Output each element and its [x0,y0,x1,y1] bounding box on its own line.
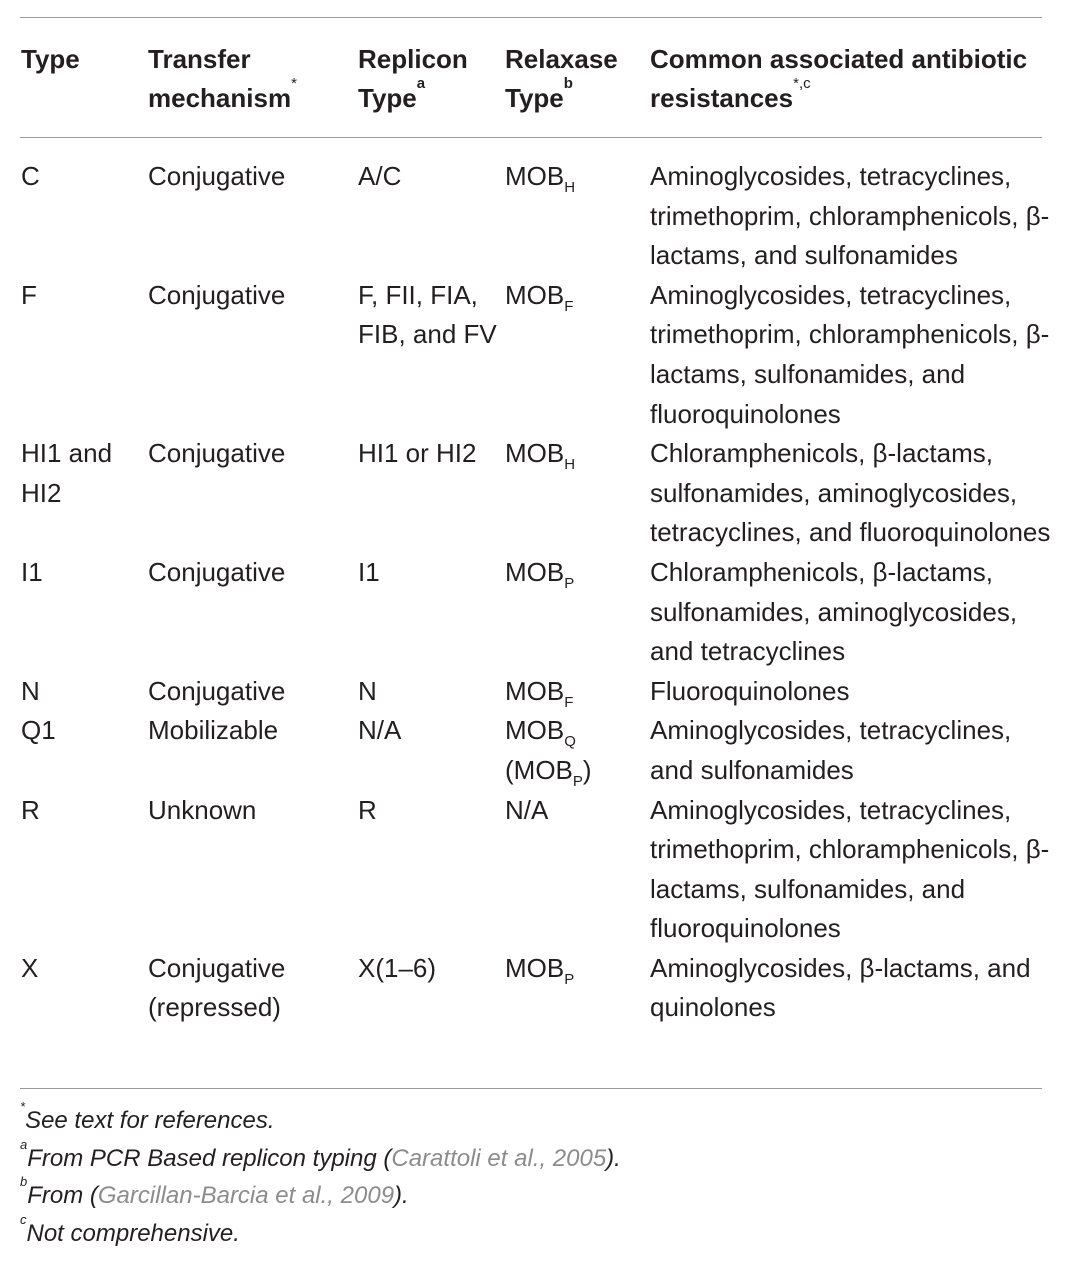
cell-resistances: Chloramphenicols, β-lactams, sulfonamides, aminoglycosides, and tetracyclines [650,556,1018,667]
footnote-citation: Carattoli et al., 2005 [391,1144,607,1172]
table-body [21,138,1061,1028]
relaxase-base: MOB [505,556,565,587]
cell-type: X [21,952,39,983]
table-top-rule [20,17,1042,18]
cell-relaxase-type [505,276,650,434]
header-resistances-mark: *,c [793,75,811,92]
relaxase-subscript: F [564,297,574,315]
table-footnotes [20,1099,621,1252]
relaxase-subscript: H [564,456,576,474]
footnote [20,1211,621,1253]
relaxase-subscript: P [564,574,575,592]
header-mechanism-mark: * [291,75,297,92]
footnote-text: From PCR Based replicon typing ( [27,1144,392,1172]
table-row [21,434,1061,553]
relaxase-base: MOB [505,438,565,469]
footnote-text-end: ). [394,1182,409,1209]
relaxase-subscript: P [564,970,575,988]
cell-resistances: Aminoglycosides, β-lactams, and quinolones [650,952,1031,1023]
table-row [21,276,1061,434]
cell-replicon-type: X(1–6) [358,952,437,983]
relaxase-base: MOB [505,715,565,746]
header-relaxase-mark: b [563,75,573,92]
footnote [20,1174,621,1215]
cell-transfer-mechanism: Unknown [148,794,257,825]
cell-resistances: Fluoroquinolones [650,675,850,706]
relaxase-base: MOB [505,675,565,706]
cell-relaxase-type [505,672,650,712]
relaxase-base: MOB [505,952,565,983]
relaxase-text: N/A [505,794,549,825]
cell-transfer-mechanism: Conjugative [148,161,286,191]
table-row [21,553,1061,672]
cell-relaxase-type [505,434,650,553]
cell-transfer-mechanism: Conjugative (repressed) [148,952,286,1023]
cell-replicon-type: R [358,794,377,825]
cell-resistances: Chloramphenicols, β-lactams, sulfonamides, aminoglycosides, tetracyclines, and fluoroquinolones [650,438,1051,548]
header-replicon-type: Replicon Type$^a$ [358,44,468,113]
relaxase-alt-close: ) [582,754,592,785]
footnote [20,1099,621,1140]
cell-type: R [21,794,40,825]
cell-relaxase-type [505,711,650,790]
cell-relaxase-type [505,791,650,949]
table-bottom-rule [20,1088,1042,1089]
relaxase-base: MOB [505,161,565,191]
cell-relaxase-type [505,138,650,276]
footnote-mark: c [20,1211,27,1227]
table-row [21,791,1061,949]
header-type: Type [21,44,80,74]
cell-transfer-mechanism: Mobilizable [148,715,279,746]
cell-relaxase-type [505,949,650,1028]
cell-replicon-type: A/C [358,161,402,191]
footnote-text-end: ). [606,1144,621,1172]
footnote-mark: * [20,1099,26,1114]
cell-type: C [21,161,40,191]
cell-replicon-type: N [358,675,377,706]
cell-relaxase-type [505,553,650,672]
cell-transfer-mechanism: Conjugative [148,675,286,706]
footnote [20,1136,621,1178]
cell-replicon-type: F, FII, FIA, FIB, and FV [358,279,497,350]
footnote-mark: a [20,1136,28,1152]
table-row [21,711,1061,790]
cell-resistances: Aminoglycosides, tetracyclines, trimethoprim, chloramphenicols, β-lactams, sulfonamides, and fluoroquinolones [650,794,1050,944]
cell-replicon-type: I1 [358,556,380,587]
cell-resistances: Aminoglycosides, tetracyclines, trimethoprim, chloramphenicols, β-lactams, sulfonamides, and fluoroquinolones [650,279,1050,429]
cell-type: F [21,279,37,310]
cell-resistances: Aminoglycosides, tetracyclines, trimethoprim, chloramphenicols, β-lactams, and sulfonamides [650,161,1050,271]
table-row [21,949,1061,1028]
table-row [21,672,1061,712]
relaxase-base: MOB [505,279,565,310]
relaxase-subscript: F [564,693,574,711]
cell-transfer-mechanism: Conjugative [148,279,286,310]
cell-transfer-mechanism: Conjugative [148,556,286,587]
cell-type: HI1 and HI2 [21,438,113,508]
cell-replicon-type: HI1 or HI2 [358,438,477,469]
relaxase-subscript: H [564,179,576,196]
relaxase-alt-subscript: P [572,772,583,790]
footnote-citation: Garcillan-Barcia et al., 2009 [97,1182,395,1209]
header-transfer-mechanism: Transfer mechanism* [148,44,297,113]
footnote-mark: b [20,1174,28,1189]
relaxase-subscript: Q [564,733,576,751]
cell-type: I1 [21,556,43,587]
table-row [21,138,1061,276]
table-header-row [21,40,1061,138]
cell-type: N [21,675,40,706]
header-relaxase-type: Relaxase Type$^b$ [505,44,618,113]
cell-replicon-type: N/A [358,715,402,746]
relaxase-alt-base: (MOB [505,754,573,785]
footnote-text: From ( [27,1182,98,1209]
footnote-text: Not comprehensive. [26,1219,240,1247]
cell-type: Q1 [21,715,56,746]
header-resistances: Common associated antibiotic resistances$^{*,c}$ [650,44,1028,113]
header-replicon-mark: a [416,75,426,92]
footnote-text: See text for references. [25,1107,275,1134]
plasmid-types-table [21,40,1061,1028]
cell-resistances: Aminoglycosides, tetracyclines, and sulfonamides [650,715,1012,785]
cell-transfer-mechanism: Conjugative [148,438,286,469]
